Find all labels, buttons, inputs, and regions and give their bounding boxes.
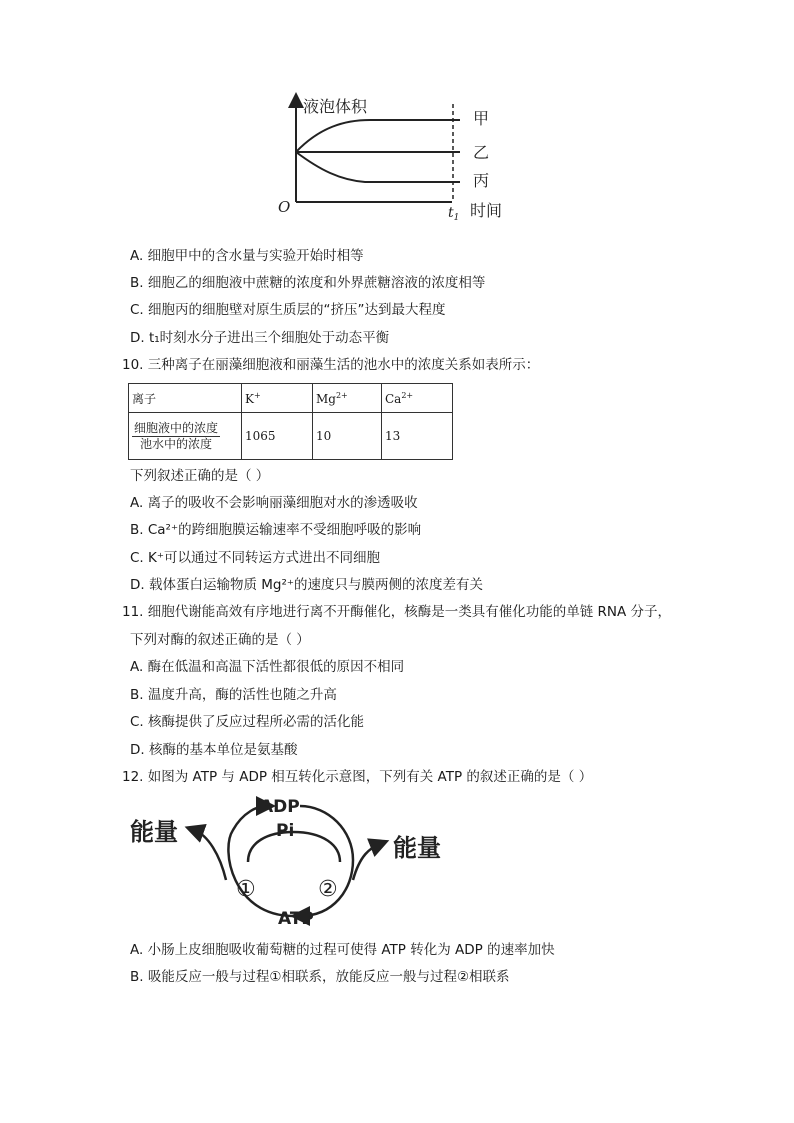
label-yi: 乙 [473,143,490,162]
origin-label: O [278,198,291,216]
energy-right-label: 能量 [393,834,441,862]
energy-in-arc [353,844,380,880]
table-header-row [129,384,453,413]
adp-label: ADP [260,797,300,817]
value-ca: 13 [382,413,453,460]
header-ca: $Ca^{2+}$ [382,384,453,413]
q11-option-b[interactable]: B. 温度升高，酶的活性也随之升高 [130,687,337,703]
q11-option-a[interactable]: A. 酶在低温和高温下活性都很低的原因不相同 [130,659,405,675]
x-axis-label: 时间 [470,201,503,220]
q10-option-b[interactable]: B. Ca²⁺的跨细胞膜运输速率不受细胞呼吸的影响 [130,522,422,538]
q10-question: 下列叙述正确的是（ ） [130,468,270,484]
q10-option-d[interactable]: D. 载体蛋白运输物质 Mg²⁺的速度只与膜两侧的浓度差有关 [130,577,484,593]
header-ion: 离子 [129,384,242,413]
energy-left-label: 能量 [130,818,178,846]
energy-out-arc [194,830,226,880]
t1-label: $t_1$ [448,205,460,222]
q9-option-a[interactable]: A. 细胞甲中的含水量与实验开始时相等 [130,248,364,264]
atp-label: ATP [278,909,314,929]
header-mg: $Mg^{2+}$ [313,384,382,413]
vacuole-volume-graph [270,92,530,222]
curve-bing [296,152,460,182]
q9-option-d[interactable]: D. t₁时刻水分子进出三个细胞处于动态平衡 [130,330,390,346]
y-axis-label: 液泡体积 [303,97,368,116]
value-mg: 10 [313,413,382,460]
q9-option-c[interactable]: C. 细胞丙的细胞壁对原生质层的“挤压”达到最大程度 [130,302,446,318]
ratio-label: $\frac{\text{细胞液中的浓度}}{\text{池水中的浓度}}$ [129,413,242,460]
step1-label: ① [236,877,256,902]
atp-adp-cycle-diagram [128,790,458,930]
q11-option-c[interactable]: C. 核酶提供了反应过程所必需的活化能 [130,714,365,730]
q10-option-a[interactable]: A. 离子的吸收不会影响丽藻细胞对水的渗透吸收 [130,495,418,511]
q11-stem-line2: 下列对酶的叙述正确的是（ ） [130,632,310,648]
step2-label: ② [318,877,338,902]
q10-stem: 10. 三种离子在丽藻细胞液和丽藻生活的池水中的浓度关系如表所示： [122,357,540,373]
label-jia: 甲 [473,109,490,128]
label-bing: 丙 [473,171,490,190]
q10-option-c[interactable]: C. K⁺可以通过不同转运方式进出不同细胞 [130,550,380,566]
q12-option-a[interactable]: A. 小肠上皮细胞吸收葡萄糖的过程可使得 ATP 转化为 ADP 的速率加快 [130,942,555,958]
ion-concentration-table [128,383,453,460]
table-row [129,413,453,460]
q12-option-b[interactable]: B. 吸能反应一般与过程①相联系，放能反应一般与过程②相联系 [130,969,510,985]
q9-option-b[interactable]: B. 细胞乙的细胞液中蔗糖的浓度和外界蔗糖溶液的浓度相等 [130,275,486,291]
q12-stem: 12. 如图为 ATP 与 ADP 相互转化示意图，下列有关 ATP 的叙述正确的是（ ） [122,769,593,785]
header-k: K+ [242,384,313,413]
value-k: 1065 [242,413,313,460]
q11-stem-line1: 11. 细胞代谢能高效有序地进行离不开酶催化，核酶是一类具有催化功能的单链 RNA 分子， [122,604,672,620]
curve-jia [296,120,460,152]
q11-option-d[interactable]: D. 核酶的基本单位是氨基酸 [130,742,298,758]
pi-label: Pi [276,821,295,841]
